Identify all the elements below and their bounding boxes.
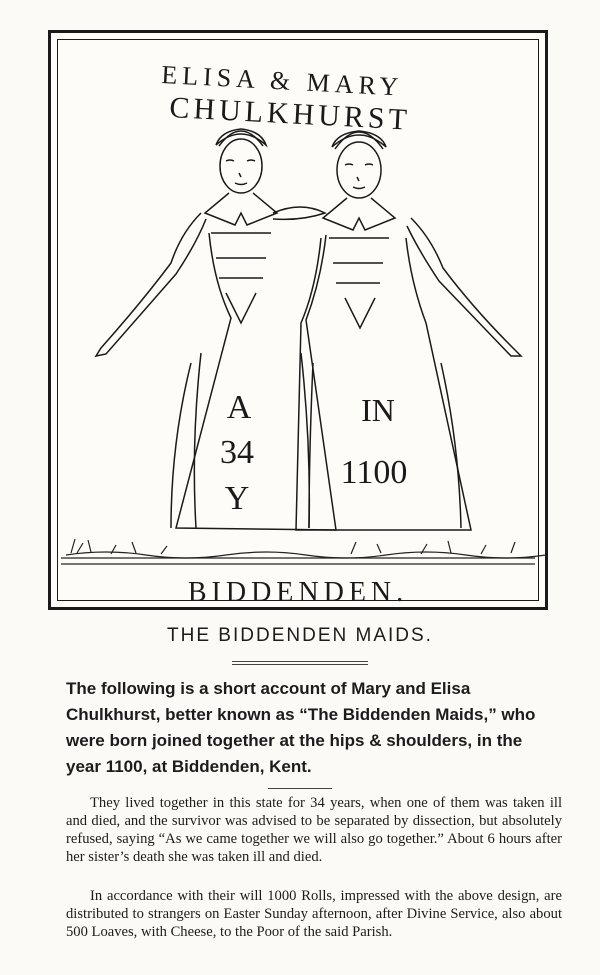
left-skirt-line1: A xyxy=(226,389,252,426)
left-skirt-line2: 34 xyxy=(220,434,254,471)
ground-grass xyxy=(61,539,545,564)
left-maid-figure xyxy=(96,129,336,530)
lead-paragraph: The following is a short account of Mary and Elisa Chulkhurst, better known as “The Biddenden Maids,” who were born joined together at the hips & shoulders, in the year 1100, at Biddenden, Kent. xyxy=(66,679,536,776)
left-skirt-line3: Y xyxy=(224,480,250,517)
plate-title-line1: ELISA & MARY xyxy=(160,60,404,102)
plate-title-line2: CHULKHURST xyxy=(168,91,412,137)
caption-rule-top xyxy=(232,661,368,662)
joined-shoulders xyxy=(273,207,325,219)
right-skirt-line1: IN xyxy=(361,392,395,428)
right-maid-figure xyxy=(296,131,521,530)
right-skirt-line2: 1100 xyxy=(340,454,408,491)
woodcut-illustration xyxy=(51,33,545,607)
body-paragraph-1: They lived together in this state for 34 years, when one of them was taken ill and died, and the survivor was advised to be separated by dissection, but absolutely refused, saying “As we came together we will also go together.” About 6 hours after her sister’s death she was taken ill and died. xyxy=(66,795,562,865)
plate-place-name: BIDDENDEN. xyxy=(187,577,409,607)
caption-title: THE BIDDENDEN MAIDS. xyxy=(167,625,433,646)
woodcut-plate xyxy=(48,30,548,610)
section-divider xyxy=(268,788,332,789)
caption-rule-bottom xyxy=(232,664,368,665)
body-paragraph-2: In accordance with their will 1000 Rolls, impressed with the above design, are distributed to strangers on Easter Sunday afternoon, after Divine Service, also about 500 Loaves, with Cheese, to the Poor of the said Parish. xyxy=(66,888,562,940)
